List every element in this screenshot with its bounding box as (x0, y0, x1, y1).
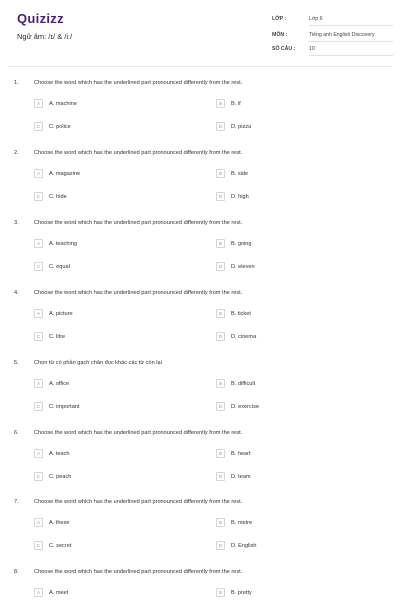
option-c[interactable] (34, 402, 79, 411)
option-letter-box: A (34, 588, 43, 597)
option-b[interactable] (216, 239, 252, 248)
option-text: C. important (49, 403, 80, 410)
option-b[interactable] (216, 379, 255, 388)
option-text: B. metre (231, 519, 253, 526)
option-letter-box: B (216, 239, 225, 248)
option-text: D. English (231, 542, 257, 549)
option-letter-box: B (216, 449, 225, 458)
option-text: D. cinema (231, 333, 257, 340)
meta-key: MÔN : (272, 32, 288, 38)
option-text: A. these (49, 519, 70, 526)
option-letter-box: B (216, 588, 225, 597)
option-b[interactable] (216, 588, 252, 597)
option-c[interactable] (34, 262, 70, 271)
option-letter-box: D (216, 262, 225, 271)
option-letter-box: A (34, 379, 43, 388)
option-text: D. high (231, 193, 249, 200)
option-letter-box: A (34, 239, 43, 248)
option-a[interactable] (34, 588, 68, 597)
option-a[interactable] (34, 449, 70, 458)
option-c[interactable] (34, 472, 71, 481)
option-letter-box: D (216, 122, 225, 131)
option-d[interactable] (216, 192, 249, 201)
option-a[interactable] (34, 239, 77, 248)
option-text: C. secret (49, 542, 72, 549)
option-c[interactable] (34, 332, 65, 341)
meta-value: 10 (309, 46, 315, 52)
question-number: 7. (14, 499, 19, 505)
option-d[interactable] (216, 541, 257, 550)
option-text: A. magazine (49, 170, 81, 177)
option-b[interactable] (216, 169, 248, 178)
option-letter-box: B (216, 309, 225, 318)
option-d[interactable] (216, 402, 259, 411)
option-letter-box: A (34, 449, 43, 458)
option-a[interactable] (34, 169, 80, 178)
meta-divider (309, 41, 393, 42)
meta-key: LỚP : (272, 16, 287, 22)
meta-key: SỐ CÂU : (272, 46, 296, 52)
option-text: C. equal (49, 263, 70, 270)
option-text: D. exercise (231, 403, 259, 410)
question-text: Choose the word which has the underlined part pronounced differently from the rest. (34, 430, 243, 436)
question-number: 6. (14, 430, 19, 436)
option-letter-box: B (216, 518, 225, 527)
option-d[interactable] (216, 472, 251, 481)
option-text: B. if (231, 100, 241, 107)
option-c[interactable] (34, 122, 71, 131)
option-letter-box: C (34, 541, 43, 550)
option-text: B. heart (231, 450, 251, 457)
option-d[interactable] (216, 332, 256, 341)
option-text: B. pretty (231, 589, 252, 596)
option-b[interactable] (216, 309, 251, 318)
option-a[interactable] (34, 309, 73, 318)
option-letter-box: D (216, 332, 225, 341)
worksheet-title: Ngữ âm: /ɪ/ & /iː/ (17, 32, 73, 41)
option-letter-box: D (216, 402, 225, 411)
option-b[interactable] (216, 518, 252, 527)
option-text: A. meet (49, 589, 69, 596)
option-a[interactable] (34, 518, 70, 527)
option-letter-box: C (34, 332, 43, 341)
option-b[interactable] (216, 99, 241, 108)
quizizz-logo: Quizizz (17, 11, 64, 26)
option-letter-box: A (34, 518, 43, 527)
option-text: A. teaching (49, 240, 77, 247)
option-a[interactable] (34, 379, 69, 388)
option-letter-box: A (34, 99, 43, 108)
question-number: 2. (14, 150, 19, 156)
option-letter-box: A (34, 309, 43, 318)
meta-divider (309, 25, 393, 26)
option-text: B. ticket (231, 310, 251, 317)
option-a[interactable] (34, 99, 77, 108)
option-text: A. picture (49, 310, 73, 317)
option-letter-box: B (216, 169, 225, 178)
option-text: B. going (231, 240, 252, 247)
option-text: D. team (231, 473, 251, 480)
question-text: Choose the word which has the underlined part pronounced differently from the rest. (34, 80, 243, 86)
question-number: 1. (14, 80, 19, 86)
option-letter-box: D (216, 472, 225, 481)
option-letter-box: C (34, 192, 43, 201)
option-letter-box: B (216, 99, 225, 108)
question-text: Choose the word which has the underlined part pronounced differently from the rest. (34, 499, 243, 505)
question-number: 3. (14, 220, 19, 226)
option-text: B. side (231, 170, 249, 177)
option-letter-box: C (34, 122, 43, 131)
option-letter-box: C (34, 262, 43, 271)
option-text: D. eleven (231, 263, 255, 270)
option-text: C. hide (49, 193, 67, 200)
option-text: A. machine (49, 100, 77, 107)
option-letter-box: D (216, 541, 225, 550)
option-text: C. police (49, 123, 71, 130)
option-d[interactable] (216, 122, 251, 131)
option-d[interactable] (216, 262, 255, 271)
question-number: 5. (14, 360, 19, 366)
meta-value: Lớp 6 (309, 16, 323, 22)
meta-value: Tiếng anh English Discovery (309, 32, 375, 38)
option-text: B. difficult (231, 380, 256, 387)
option-text: C. peach (49, 473, 72, 480)
option-letter-box: B (216, 379, 225, 388)
header-divider (8, 66, 392, 67)
option-b[interactable] (216, 449, 251, 458)
question-number: 4. (14, 290, 19, 296)
question-number: 8. (14, 569, 19, 575)
option-letter-box: D (216, 192, 225, 201)
option-c[interactable] (34, 541, 71, 550)
option-c[interactable] (34, 192, 67, 201)
question-text: Choose the word which has the underlined part pronounced differently from the rest. (34, 290, 243, 296)
option-text: A. teach (49, 450, 70, 457)
option-text: A. office (49, 380, 70, 387)
question-text: Choose the word which has the underlined part pronounced differently from the rest. (34, 220, 243, 226)
option-letter-box: C (34, 402, 43, 411)
option-text: C. litre (49, 333, 66, 340)
question-text: Choose the word which has the underlined part pronounced differently from the rest. (34, 150, 243, 156)
option-text: D. pizza (231, 123, 252, 130)
question-text: Choose the word which has the underlined part pronounced differently from the rest. (34, 569, 243, 575)
meta-divider (309, 55, 393, 56)
option-letter-box: A (34, 169, 43, 178)
option-letter-box: C (34, 472, 43, 481)
question-text: Chọn từ có phần gạch chân đọc khác các từ còn lại (34, 360, 162, 366)
